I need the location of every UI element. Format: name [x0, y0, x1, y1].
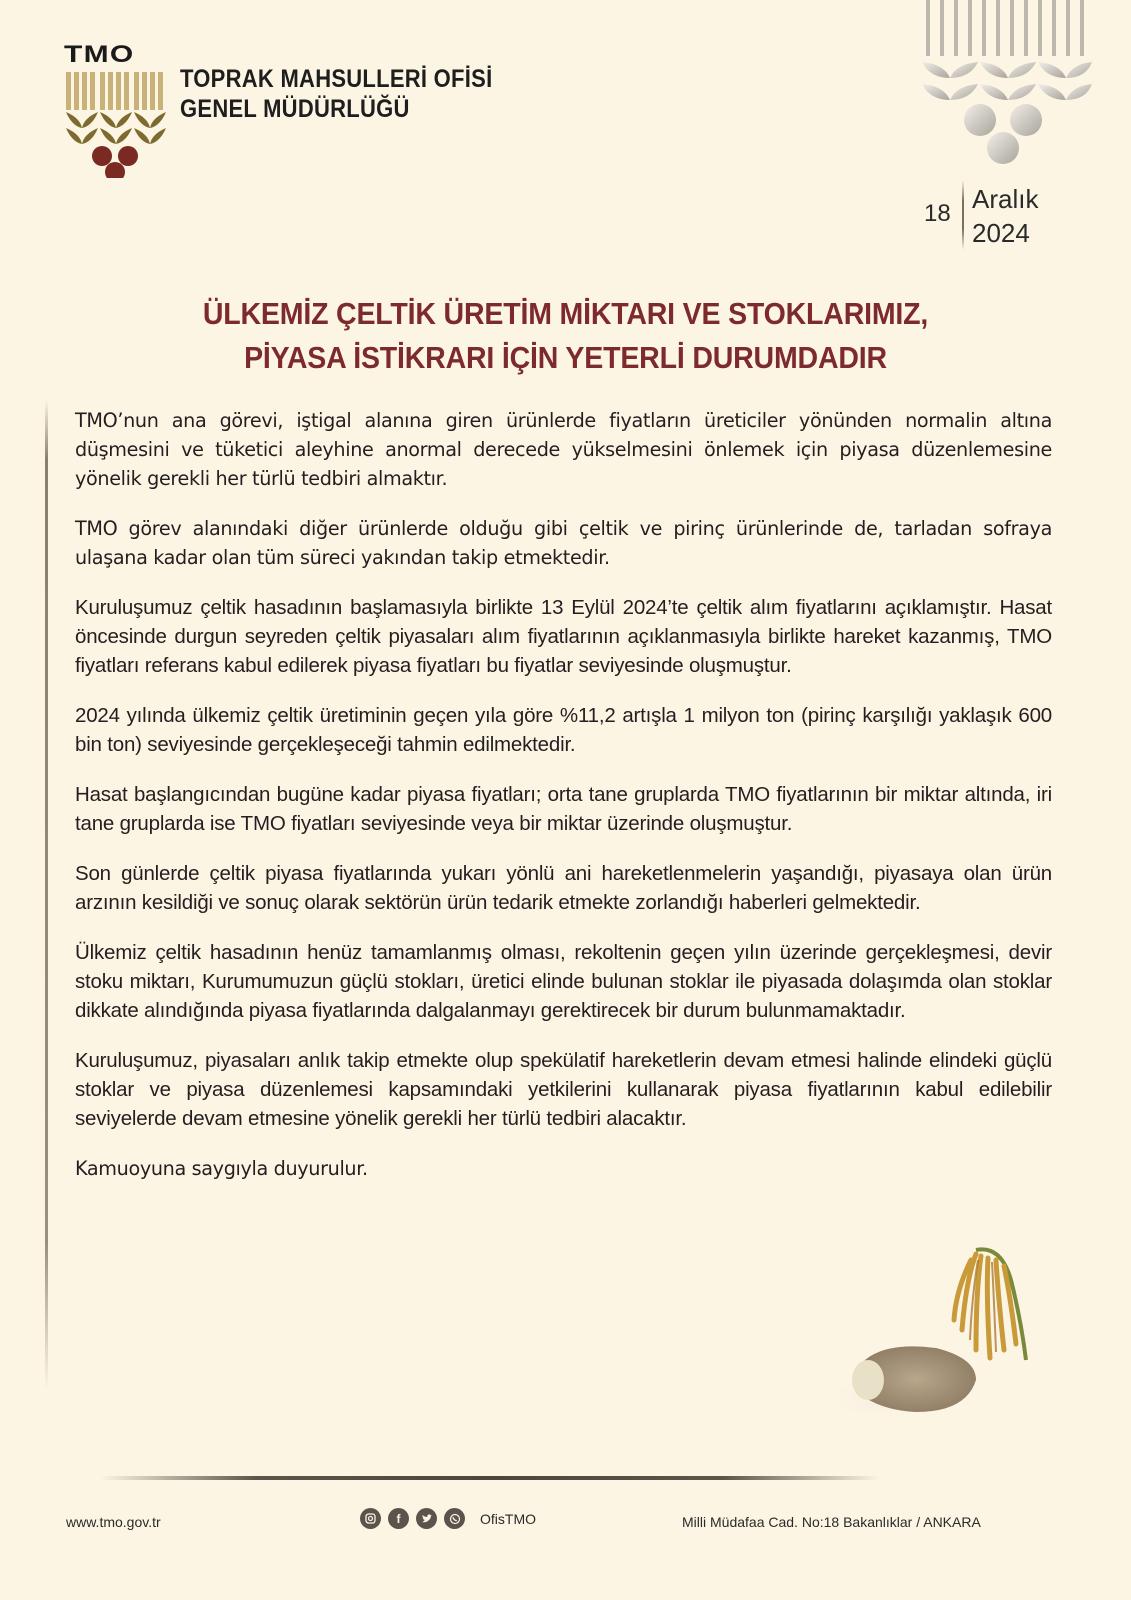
logo-wordmark: TMO: [64, 41, 135, 68]
social-links: [360, 1508, 536, 1529]
paragraph: TMO’nun ana görevi, iştigal alanına giren ürünlerde fiyatların üreticiler yönünden normalin altına düşmesini ve tüketici aleyhine anormal derecede yükselmesini önlemek için piyasa düzenlemesine yönelik gerekli her türlü tedbiri almaktır.: [75, 409, 1052, 490]
rice-sack-illustration-icon: [826, 1240, 1036, 1430]
page-title: [0, 292, 1131, 380]
paragraph: Kuruluşumuz, piyasaları anlık takip etmekte olup spekülatif hareketlerin devam etmesi halinde elindeki güçlü stoklar ve piyasa düzenlemesi kapsamındaki yetkilerini kullanarak piyasa fiyatlarının kabul edilebilir seviyelerde devam etmesine yönelik gerekli her türlü tedbiri alacaktır.: [75, 1049, 1052, 1130]
title-line2: PİYASA İSTİKRARI İÇİN YETERLİ DURUMDADIR: [244, 340, 887, 375]
wheat-emblem-icon: [922, 0, 1092, 170]
title-line1: ÜLKEMİZ ÇELTİK ÜRETİM MİKTARI VE STOKLARIMIZ,: [202, 296, 929, 331]
left-divider: [45, 400, 48, 1390]
paragraph: 2024 yılında ülkemiz çeltik üretiminin geçen yıla göre %11,2 artışla 1 milyon ton (pirinç karşılığı yaklaşık 600 bin ton) seviyesinde gerçekleşeceği tahmin edilmektedir.: [75, 704, 1052, 756]
website-link[interactable]: www.tmo.gov.tr: [66, 1514, 161, 1530]
address: Milli Müdafaa Cad. No:18 Bakanlıklar / ANKARA: [682, 1514, 981, 1530]
instagram-icon[interactable]: [360, 1508, 381, 1529]
organization-name: [180, 64, 492, 124]
footer: [0, 1506, 1131, 1536]
date-month-year: [972, 182, 1038, 250]
paragraph: Son günlerde çeltik piyasa fiyatlarında yukarı yönlü ani hareketlenmelerin yaşandığı, piyasaya olan ürün arzının kesildiği ve sonuç olarak sektörün ürün tedarik etmekte zorlandığı haberleri gelmektedir.: [75, 862, 1052, 914]
date-month: Aralık: [972, 184, 1039, 214]
footer-divider: [100, 1476, 880, 1480]
closing-line: Kamuoyuna saygıyla duyurulur.: [75, 1157, 368, 1180]
date-divider: [962, 180, 964, 250]
org-name-line1: TOPRAK MAHSULLERİ OFİSİ: [180, 65, 493, 93]
tmo-logo: [64, 41, 168, 176]
twitter-icon[interactable]: [416, 1508, 437, 1529]
body-text: [75, 406, 1052, 1204]
paragraph: Kuruluşumuz çeltik hasadının başlamasıyla birlikte 13 Eylül 2024’te çeltik alım fiyatlarını açıklamıştır. Hasat öncesinde durgun seyreden çeltik piyasaları alım fiyatlarının açıklanmasıyla birlikte hareket kazanmış, TMO fiyatları referans kabul edilerek piyasa fiyatları bu fiyatlar seviyesinde oluşmuştur.: [75, 596, 1052, 677]
date-day: 18: [924, 200, 951, 227]
facebook-icon[interactable]: f: [388, 1508, 409, 1529]
paragraph: TMO görev alanındaki diğer ürünlerde olduğu gibi çeltik ve pirinç ürünlerinde de, tarladan sofraya ulaşana kadar olan tüm süreci yakından takip etmektedir.: [75, 517, 1052, 569]
paragraph: Ülkemiz çeltik hasadının henüz tamamlanmış olması, rekoltenin geçen yılın üzerinde gerçekleşmesi, devir stoku miktarı, Kurumumuzun güçlü stokları, üretici elinde bulunan stoklar ile piyasada dolaşımda olan stoklar dikkate alındığında piyasa fiyatlarında dalgalanmayı gerektirecek bir durum bulunmamaktadır.: [75, 941, 1052, 1022]
wheat-logo-icon: [64, 68, 168, 178]
paragraph: Hasat başlangıcından bugüne kadar piyasa fiyatları; orta tane gruplarda TMO fiyatlarının bir miktar altında, iri tane gruplarda ise TMO fiyatları seviyesinde veya bir miktar üzerinde oluşmuştur.: [75, 783, 1052, 835]
org-name-line2: GENEL MÜDÜRLÜĞÜ: [180, 95, 410, 123]
date-year: 2024: [972, 218, 1030, 248]
whatsapp-icon[interactable]: [444, 1508, 465, 1529]
social-handle[interactable]: OfisTMO: [480, 1510, 536, 1527]
